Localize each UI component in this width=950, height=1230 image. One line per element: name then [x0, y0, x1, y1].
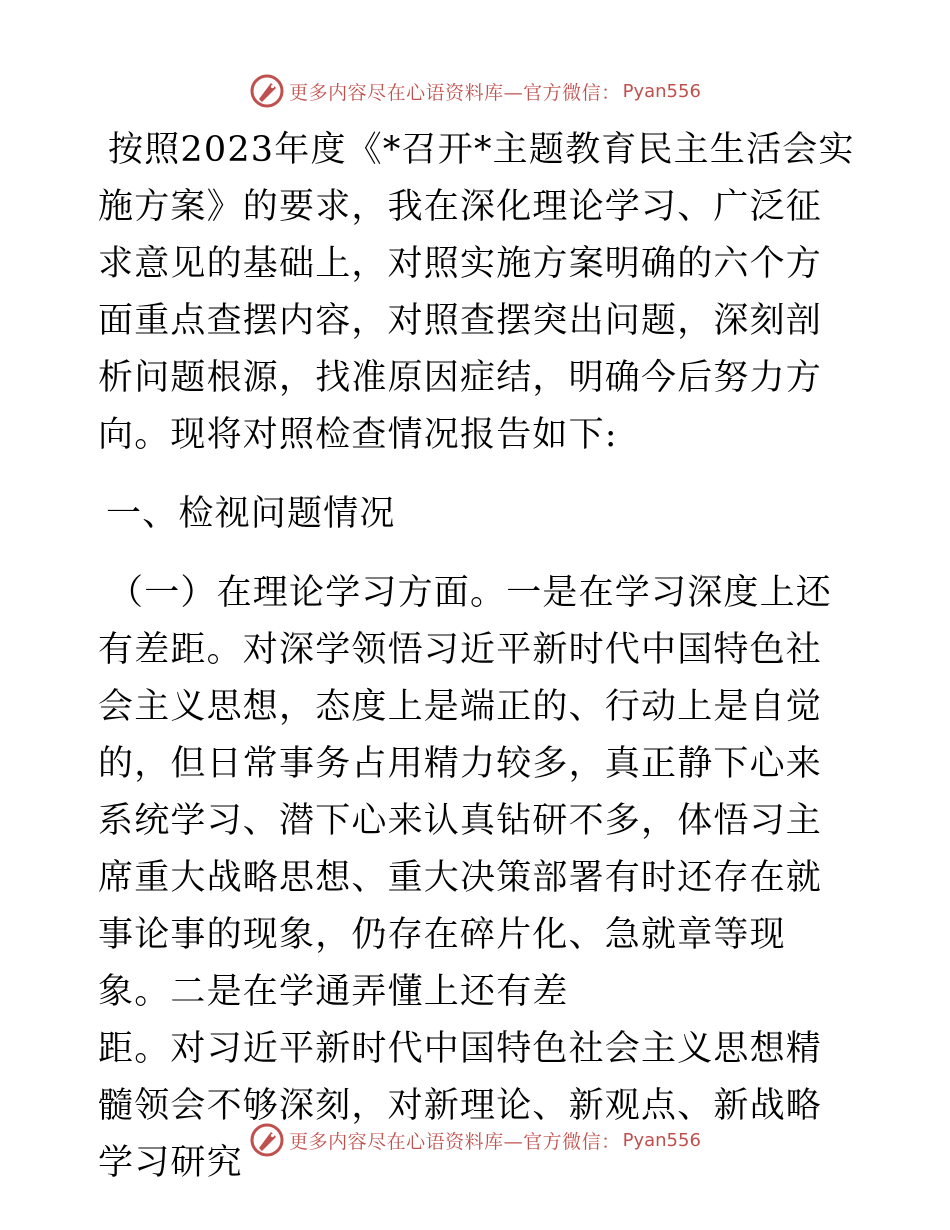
spacer: [98, 464, 858, 486]
theory-paragraph-part1: （一）在理论学习方面。一是在学习深度上还有差距。对深学领悟习近平新时代中国特色社会主义思想，态度上是端正的、行动上是自觉的，但日常事务占用精力较多，真正静下心来系统学习、潜下心来认真钻研不多，体悟习主席重大战略思想、重大决策部署有时还存在就事论事的现象，仍存在碎片化、急就章等现象。二是在学通弄懂上还有差: [98, 573, 833, 1012]
pen-nib-icon: [249, 73, 285, 109]
watermark-text: 更多内容尽在心语资料库—官方微信：: [289, 81, 621, 104]
watermark-wechat-id: Pyan556: [622, 80, 701, 102]
watermark-wechat-id: Pyan556: [622, 1129, 701, 1151]
document-body: [98, 122, 858, 1192]
watermark-footer: [0, 1120, 950, 1160]
section-heading: 一、检视问题情况: [106, 494, 396, 534]
watermark-text: 更多内容尽在心语资料库—官方微信：: [289, 1130, 621, 1153]
spacer: [98, 543, 858, 565]
pen-nib-icon: [249, 1122, 285, 1158]
intro-paragraph: 按照2023年度《*召开*主题教育民主生活会实施方案》的要求，我在深化理论学习、广泛征求意见的基础上，对照实施方案明确的六个方面重点查摆内容，对照查摆突出问题，深刻剖析问题根源，找准原因症结，明确今后努力方向。现将对照检查情况报告如下:: [98, 130, 855, 455]
theory-paragraph-part2: 距。对习近平新时代中国特色社会主义思想精髓领会不够深刻，对新理论、新观点、新战略学习研究: [98, 1029, 823, 1183]
watermark-header: [0, 71, 950, 111]
